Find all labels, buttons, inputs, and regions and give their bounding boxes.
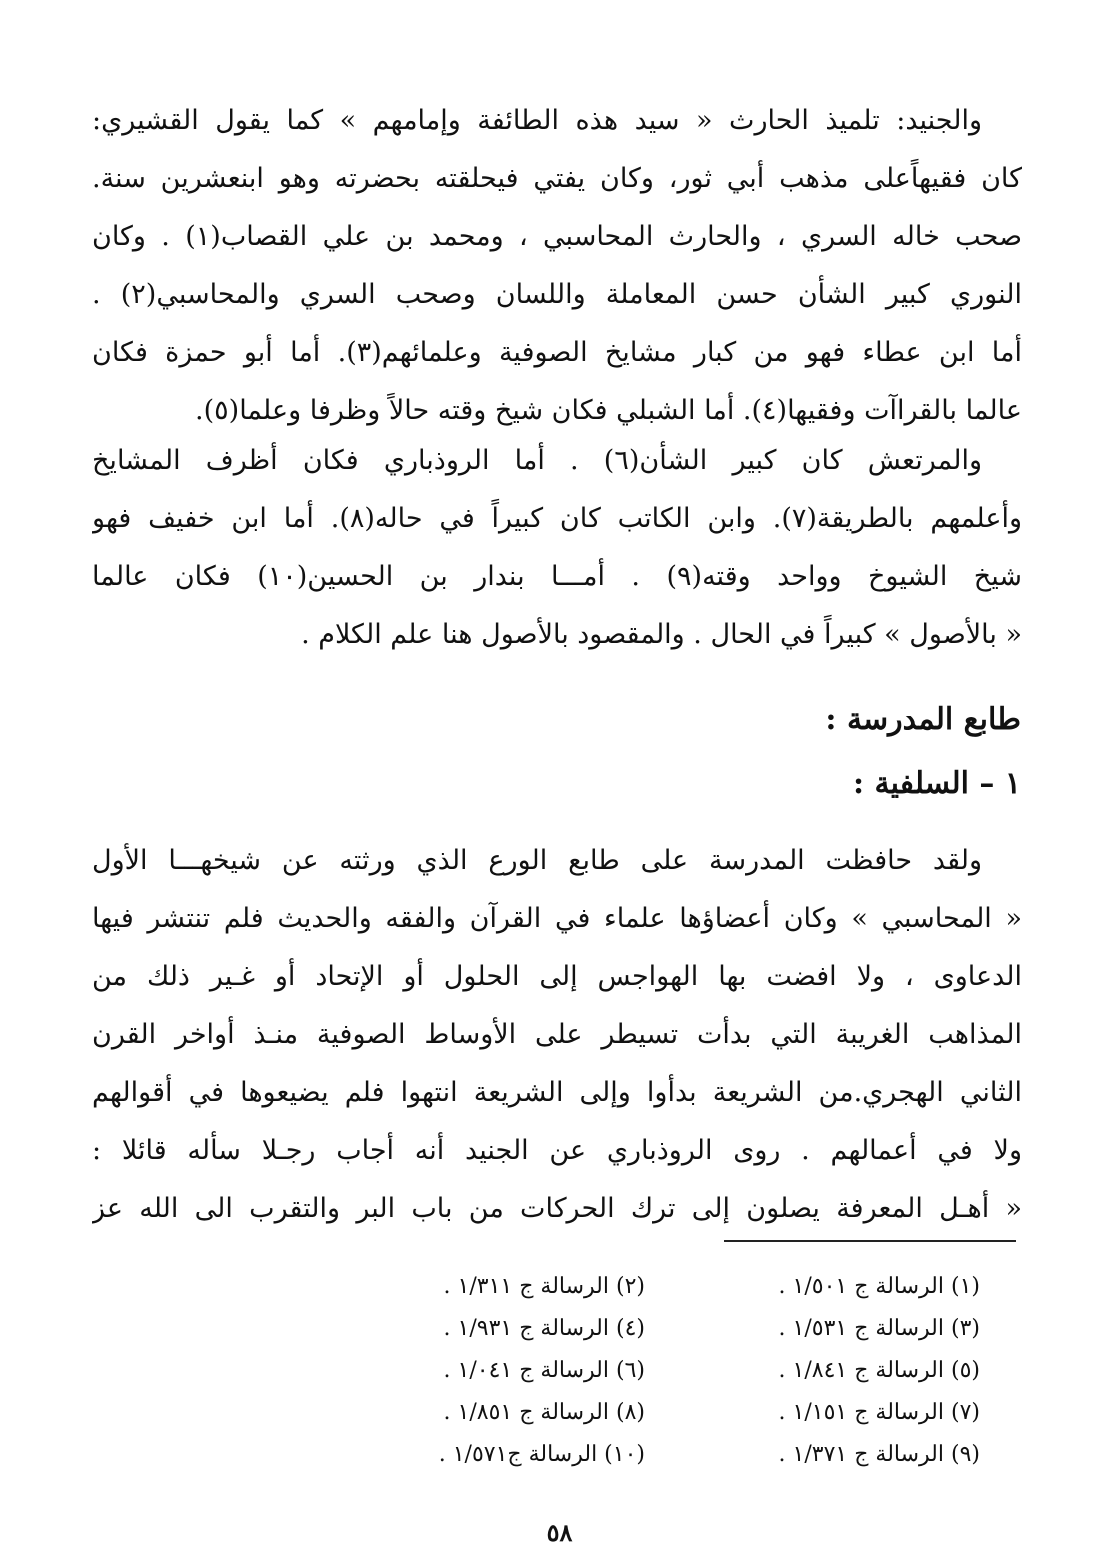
paragraph-1	[92, 92, 1022, 440]
paragraph-line: « المحاسبي » وكان أعضاؤها علماء في القرآن والفقه والحديث فلم تنتشر فيها	[92, 903, 1022, 934]
paragraph-line: والجنيد: تلميذ الحارث « سيد هذه الطائفة وإمامهم » كما يقول القشيري:	[92, 105, 982, 136]
paragraph-line: الثاني الهجري.من الشريعة بدأوا وإلى الشريعة انتهوا فلم يضيعوها في أقوالهم	[92, 1077, 1022, 1108]
paragraph-line: والمرتعش كان كبير الشأن(٦) . أما الروذباري فكان أظرف المشايخ	[92, 445, 982, 476]
section-heading: طابع المدرسة :	[825, 702, 1021, 737]
footnote: (٢) الرسالة ج ١/٣١١ .	[443, 1274, 645, 1299]
footnote: (٣) الرسالة ج ١/٥٣١ .	[778, 1316, 980, 1341]
paragraph-line: المذاهب الغريبة التي بدأت تسيطر على الأوساط الصوفية منـذ أواخر القرن	[92, 1019, 1022, 1050]
paragraph-line: أما ابن عطاء فهو من كبار مشايخ الصوفية وعلمائهم(٣). أما أبو حمزة فكان	[92, 337, 1022, 368]
paragraph-line: وأعلمهم بالطريقة(٧). وابن الكاتب كان كبيراً في حاله(٨). أما ابن خفيف فهو	[92, 503, 1022, 534]
footnote: (٩) الرسالة ج ١/٣٧١ .	[778, 1442, 980, 1467]
footnote-divider	[724, 1240, 1016, 1242]
footnote: (٥) الرسالة ج ١/٨٤١ .	[778, 1358, 980, 1383]
footnote: (٦) الرسالة ج ١/٠٤١ .	[443, 1358, 645, 1383]
paragraph-3	[92, 832, 1022, 1238]
subsection-heading: ١ – السلفية :	[852, 766, 1021, 801]
paragraph-line: الدعاوى ، ولا افضت بها الهواجس إلى الحلول أو الإتحاد أو غـير ذلك من	[92, 961, 1022, 992]
paragraph-line: عالما بالقراآت وفقيها(٤). أما الشبلي فكان شيخ وقته حالاً وظرفا وعلما(٥).	[195, 395, 1022, 426]
footnote: (١) الرسالة ج ١/٥٠١ .	[778, 1274, 980, 1299]
paragraph-2	[92, 432, 1022, 664]
paragraph-line: شيخ الشيوخ وواحد وقته(٩) . أمـــا بندار بن الحسين(١٠) فكان عالما	[92, 561, 1022, 592]
paragraph-line: كان فقيهاًعلى مذهب أبي ثور، وكان يفتي فيحلقته بحضرته وهو ابنعشرين سنة.	[92, 163, 1022, 194]
footnotes	[380, 1266, 980, 1476]
paragraph-line: النوري كبير الشأن حسن المعاملة واللسان وصحب السري والمحاسبي(٢) .	[92, 279, 1022, 310]
footnote: (٨) الرسالة ج ١/٨٥١ .	[443, 1400, 645, 1425]
footnote: (٧) الرسالة ج ١/١٥١ .	[778, 1400, 980, 1425]
paragraph-line: صحب خاله السري ، والحارث المحاسبي ، ومحمد بن علي القصاب(١) . وكان	[92, 221, 1022, 252]
paragraph-line: ولقد حافظت المدرسة على طابع الورع الذي ورثته عن شيخهـــا الأول	[92, 845, 982, 876]
footnote: (١٠) الرسالة ج١/٥٧١ .	[438, 1442, 645, 1467]
paragraph-line: « بالأصول » كبيراً في الحال . والمقصود بالأصول هنا علم الكلام .	[301, 619, 1022, 650]
page-number: ٥٨	[546, 1518, 573, 1547]
footnote: (٤) الرسالة ج ١/٩٣١ .	[443, 1316, 645, 1341]
paragraph-line: ولا في أعمالهم . روى الروذباري عن الجنيد أنه أجاب رجـلا سأله قائلا :	[92, 1135, 1022, 1166]
paragraph-line: « أهـل المعرفة يصلون إلى ترك الحركات من باب البر والتقرب الى الله عز	[92, 1193, 1022, 1224]
